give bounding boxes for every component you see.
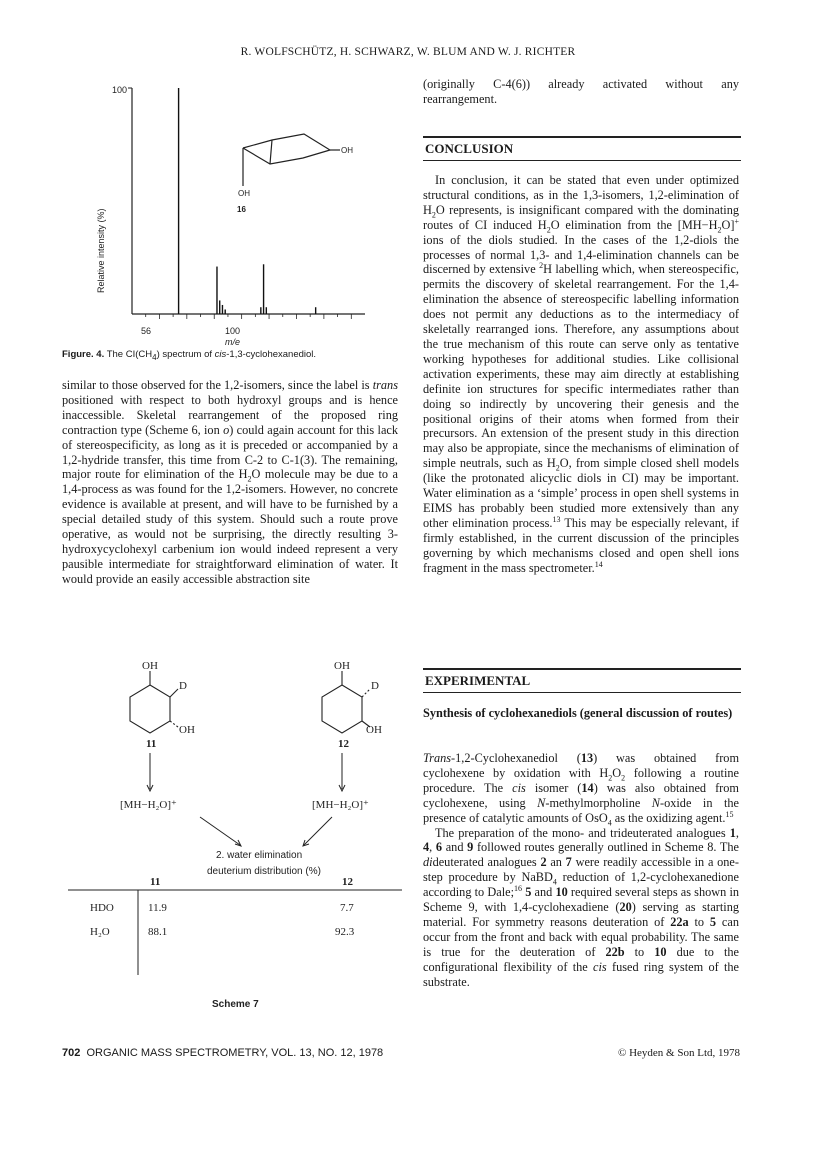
scheme-title: Scheme 7 xyxy=(212,999,259,1010)
table-col-12: 12 xyxy=(342,876,353,888)
row-h2o-name: H₂O xyxy=(90,926,110,938)
caption-label: Figure. 4. xyxy=(62,349,105,360)
row-hdo-name: HDO xyxy=(90,902,114,914)
compound-11-label: 11 xyxy=(146,738,157,750)
table-col-11: 11 xyxy=(150,876,161,888)
molecule-16-label: 16 xyxy=(237,205,246,214)
y-axis-label: Relative intensity (%) xyxy=(96,208,106,293)
experimental-paragraph-2: The preparation of the mono- and trideuterated analogues 1, 4, 6 and 9 followed routes generally outlined in Scheme 8. The dideuterated analogues 2 an 7 were readily accessible in a one-step procedure by NaBD$_4$ reduction of 1,2-cyclohexanedione according to Dale;$^{16}$ 5 and 10 required several steps as shown in Scheme 9, with 1,4-cyclohexadiene (20) serving as starting material. For symmetry reasons deuteration of 22a to 5 can occur from the front and back with equal probability. The same is true for the deuteration of 22b to 10 due to the configurational flexibility of the cis fused ring system of the substrate. xyxy=(423,825,740,989)
right-top-paragraph: (originally C-4(6)) already activated without any rearrangement. xyxy=(423,77,739,106)
experimental-body xyxy=(423,751,739,990)
left-paragraph: similar to those observed for the 1,2-isomers, since the label is trans positioned with respect to both hydroxyl groups and is hence inaccessible. Skeletal rearrangement of the proposed ring contraction type (Scheme 6, ion o) could again account for this lack of stereospecificity, as long as it is preceded or accompanied by a 1,2-hydride transfer, this time from C-2 to C-1(3). The remaining, major route for elimination of the $H_2O$ molecule may be due to a 1,4-process as was found for the 1,2-isomers. However, no concrete evidence is available at present, and will have to be furnished by a special detailed study of this system. Should such a route prove operative, as would not be surprising, the directly resulting 3-hydroxycyclohexyl carbenium ion would indeed represent a very pausible intermediate for straightforward elimination of water. It would provide an easily accessible abstraction site xyxy=(62,378,399,586)
c12-oh-bottom: OH xyxy=(366,724,382,736)
running-head: R. WOLFSCHÜTZ, H. SCHWARZ, W. BLUM AND W. J. RICHTER xyxy=(240,46,576,58)
row-hdo-12: 7.7 xyxy=(340,902,354,914)
figure-4-caption xyxy=(62,349,402,360)
spectrum-plot xyxy=(128,88,365,319)
compound-11-ring xyxy=(130,671,178,733)
left-body-text xyxy=(62,378,398,587)
distribution-label: deuterium distribution (%) xyxy=(207,866,321,877)
c11-oh-top: OH xyxy=(142,660,158,672)
experimental-paragraph-1: Trans-1,2-Cyclohexanediol (13) was obtained from cyclohexene by oxidation with $H_2O_2$ following a routine procedure. The cis isomer (14) was also obtained from cyclohexene, using N-methylmorpholine N-oxide in the presence of catalytic amounts of OsO$_4$ as the oxidizing agent.$^{15}$ xyxy=(423,751,740,828)
row-h2o-11: 88.1 xyxy=(148,926,168,938)
molecule-16 xyxy=(243,134,340,186)
footer-copyright: © Heyden & Son Ltd, 1978 xyxy=(617,1047,740,1059)
caption-italic: cis xyxy=(214,349,227,360)
compound-12-label: 12 xyxy=(338,738,349,750)
c11-oh-bottom: OH xyxy=(179,724,195,736)
c12-oh-top: OH xyxy=(334,660,350,672)
scheme-7 xyxy=(60,655,410,1015)
experimental-subheading: Synthesis of cyclohexanediols (general discussion of routes) xyxy=(423,706,733,720)
conclusion-paragraph: In conclusion, it can be stated that even under optimized structural conditions, as in the 1,3-isomers, 1,2-elimination of $H_2O$ represents, is insignificant compared with the dominating routes of CI induced $H_2O$ elimination from the $[MH-H_2O]^+$ ions of the diols studied. In the cases of the 1,2-diols the processes of normal 1,3- and 1,4-elimination channels can be discerned by extensive $^2$H labelling which, when stereospecific, permits the discovery of skeletal rearrangement. For the 1,4-elimination the absence of stereospecific labelling information does not permit any deductions as to the intermediacy of skeletally rearranged ions. Therefore, any assumptions about the true mechanism of this route can serve only as tentative working hypotheses for additional studies. Like collisional activation experiments, these may aim directly at establishing definite ion structures for specific intermediates rather than doing so indirectly by uncovering their genesis and the positional origins of their atoms when formed from their precursors. An extension of the present study in this direction may also be appropiate, since the mechanisms of elimination of simple neutrals, such as $H_2O$, from simple closed shell models (like the protonated alicyclic diols in CI) may be important. Water elimination as a ‘simple’ process in open shell systems in EIMS has probably been studied more extensively than any other elimination process.$^{13}$ This may be especially relevant, if firmly established, in the current discussion of the principles governing by which mechanisms closed and open shell ions fragment in the mass spectrometer.$^{14}$ xyxy=(423,173,740,575)
oh-bottom-label: OH xyxy=(238,189,250,198)
row-h2o-12: 92.3 xyxy=(335,926,355,938)
figure-4-spectrum xyxy=(60,78,410,346)
caption-text-3: -1,3-cyclohexanediol. xyxy=(226,349,317,360)
caption-text-2: ) spectrum of xyxy=(156,349,215,360)
compound-12-ring xyxy=(322,671,370,733)
y-tick-label: 100 xyxy=(112,85,128,95)
step-label: 2. water elimination xyxy=(216,850,303,861)
row-hdo-11: 11.9 xyxy=(148,902,167,914)
x-axis-label: m/e xyxy=(225,337,241,346)
ion-left: [MH−H₂O]⁺ xyxy=(120,799,177,811)
caption-text: The CI(CH xyxy=(106,349,153,360)
x-tick-label-56: 56 xyxy=(141,326,152,336)
c11-d: D xyxy=(179,680,187,692)
footer-journal xyxy=(62,1047,383,1059)
conclusion-heading: CONCLUSION xyxy=(423,136,741,161)
page-number: 702 xyxy=(62,1047,81,1059)
experimental-heading: EXPERIMENTAL xyxy=(423,668,741,693)
x-tick-label-100: 100 xyxy=(225,326,241,336)
oh-top-label: OH xyxy=(341,146,353,155)
journal-name: ORGANIC MASS SPECTROMETRY, VOL. 13, NO. 12, 1978 xyxy=(86,1047,384,1059)
right-top-text xyxy=(423,77,739,107)
c12-d: D xyxy=(371,680,379,692)
ion-right: [MH−H₂O]⁺ xyxy=(312,799,369,811)
conclusion-body xyxy=(423,173,739,575)
caption-sub: 4 xyxy=(152,352,157,362)
